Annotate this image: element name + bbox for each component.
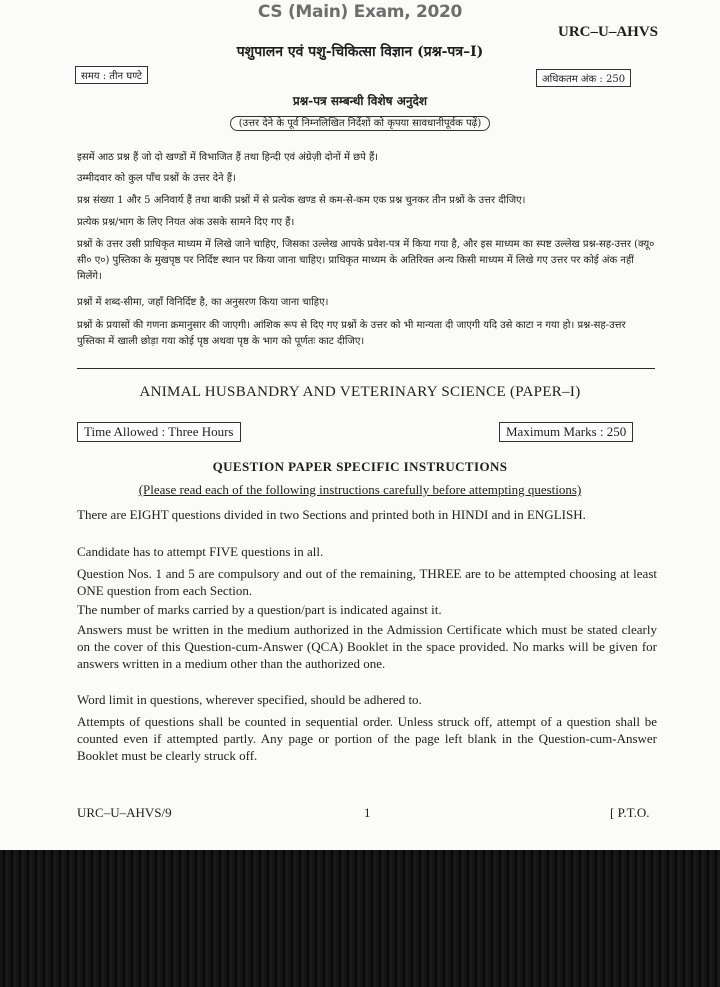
hindi-instruction: प्रत्येक प्रश्न/भाग के लिए नियत अंक उसके सामने दिए गए हैं। (77, 217, 295, 228)
english-instruction: The number of marks carried by a question/part is indicated against it. (77, 602, 442, 617)
hindi-instruction: प्रश्नों के उत्तर उसी प्राधिकृत माध्यम में लिखे जाने चाहिए, जिसका उल्लेख आपके प्रवेश-पत्र में किया गया है, और इस माध्यम का स्पष्ट उल्लेख प्रश्न-सह-उत्तर (क्यू० सी० ए०) पुस्तिका के मुखपृष्ठ पर निर्दिष्ट स्थान पर किया जाना चाहिए। प्राधिकृत माध्यम के अतिरिक्त अन्य किसी माध्यम में लिखे गए उत्तर पर कोई अंक नहीं मिलेंगे। (77, 239, 655, 282)
english-instruction: Answers must be written in the medium authorized in the Admission Certificate which must be stated clearly on the cover of this Question-cum-Answer (QCA) Booklet in the space provided. No marks will be given for answers written in a medium other than the authorized one. (77, 622, 657, 671)
english-instruction: Word limit in questions, wherever specified, should be adhered to. (77, 692, 422, 707)
english-instructions-heading: QUESTION PAPER SPECIFIC INSTRUCTIONS (212, 459, 508, 474)
hindi-instructions-subheading: (उत्तर देने के पूर्व निम्नलिखित निर्देशों को कृपया सावधानीपूर्वक पढ़ें) (0, 115, 720, 129)
hindi-instruction: प्रश्न संख्या 1 और 5 अनिवार्य हैं तथा बाकी प्रश्नों में से प्रत्येक खण्ड से कम-से-कम एक प्रश्न चुनकर तीन प्रश्नों के उत्तर दीजिए। (77, 195, 526, 206)
hindi-marks-box: अधिकतम अंक : 250 (536, 69, 631, 87)
hindi-time-box: समय : तीन घण्टे (75, 66, 148, 84)
english-instruction: Candidate has to attempt FIVE questions in all. (77, 544, 324, 559)
english-instruction: Question Nos. 1 and 5 are compulsory and out of the remaining, THREE are to be attempted choosing at least ONE question from each Section. (77, 566, 657, 598)
english-paper-title: ANIMAL HUSBANDRY AND VETERINARY SCIENCE (PAPER–I) (139, 384, 581, 400)
footer-paper-code: URC–U–AHVS/9 (77, 805, 172, 820)
hindi-instruction: इसमें आठ प्रश्न हैं जो दो खण्डों में विभाजित हैं तथा हिन्दी एवं अंग्रेज़ी दोनों में छपे हैं। (77, 152, 379, 163)
section-divider (77, 368, 655, 369)
page-number: 1 (364, 805, 371, 820)
hindi-instruction: उम्मीदवार को कुल पाँच प्रश्नों के उत्तर देने हैं। (77, 173, 236, 184)
english-instruction: Attempts of questions shall be counted in sequential order. Unless struck off, attempt of a question shall be counted even if attempted partly. Any page or portion of the page left blank in the Question-cum-Answer Booklet must be clearly struck off. (77, 714, 657, 763)
hindi-instruction: प्रश्नों के प्रयासों की गणना क्रमानुसार की जाएगी। आंशिक रूप से दिए गए प्रश्नों के उत्तर को भी मान्यता दी जाएगी यदि उसे काटा न गया हो। प्रश्न-सह-उत्तर पुस्तिका में खाली छोड़ा गया कोई पृष्ठ अथवा पृष्ठ के भाग को पूर्णतः काट दीजिए। (77, 320, 626, 347)
scanner-bed-background (0, 850, 720, 987)
english-time-box: Time Allowed : Three Hours (77, 422, 241, 442)
hindi-instruction: प्रश्नों में शब्द-सीमा, जहाँ विनिर्दिष्ट है, का अनुसरण किया जाना चाहिए। (77, 297, 329, 308)
pto-label: [ P.T.O. (610, 805, 650, 820)
hindi-paper-title: पशुपालन एवं पशु-चिकित्सा विज्ञान (प्रश्न-पत्र–I) (236, 44, 484, 60)
exam-watermark: CS (Main) Exam, 2020 (257, 2, 463, 22)
hindi-instructions-heading: प्रश्न-पत्र सम्बन्धी विशेष अनुदेश (292, 94, 428, 108)
english-instruction: There are EIGHT questions divided in two Sections and printed both in HINDI and in ENGLISH. (77, 507, 586, 522)
paper-code: URC–U–AHVS (557, 24, 658, 40)
english-instructions-subheading: (Please read each of the following instructions carefully before attempting questions) (138, 482, 582, 497)
english-marks-box: Maximum Marks : 250 (499, 422, 633, 442)
